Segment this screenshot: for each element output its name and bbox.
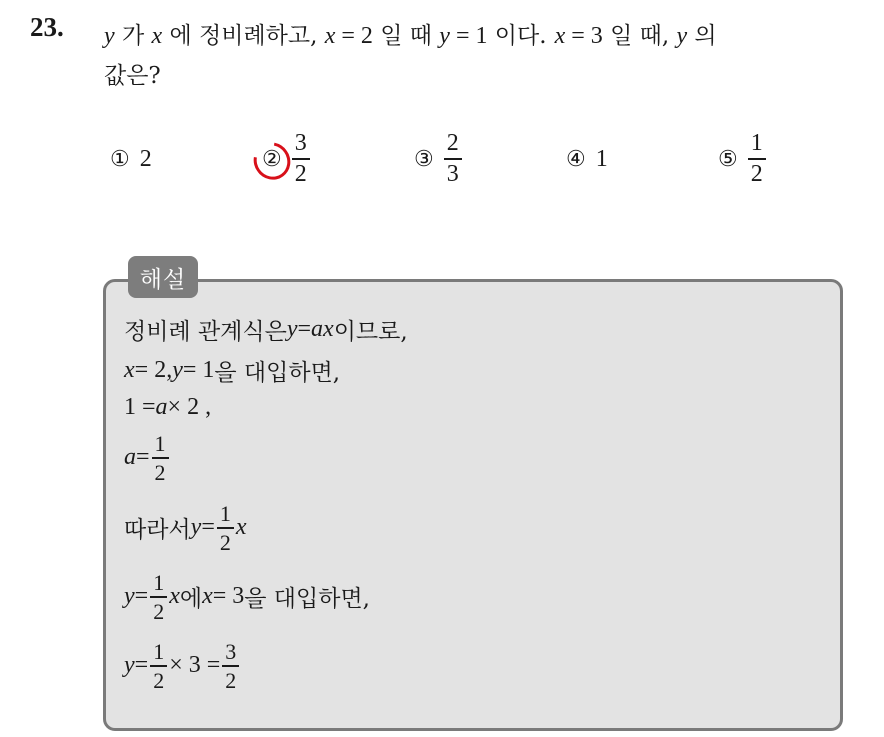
solution-line-3: 1 = a × 2 , bbox=[124, 394, 212, 420]
solution-line-5: 따라서 y = $\frac{1}{2}$ x bbox=[124, 501, 247, 555]
choice-fraction bbox=[292, 131, 310, 187]
fraction: $\frac{1}{2}$ bbox=[217, 502, 234, 554]
fraction: $\frac{3}{2}$ bbox=[222, 640, 239, 692]
fraction: $\frac{1}{2}$ bbox=[150, 640, 167, 692]
choice-1[interactable] bbox=[110, 128, 152, 190]
denominator: 3 bbox=[446, 160, 459, 187]
choice-5[interactable] bbox=[718, 128, 766, 190]
choice-2[interactable] bbox=[262, 128, 310, 190]
question-number: 23. bbox=[30, 12, 64, 42]
selected-answer-circle-mark bbox=[246, 135, 297, 187]
solution-line-2: x = 2, y = 1 을 대입하면, bbox=[124, 357, 341, 386]
fraction: $\frac{1}{2}$ bbox=[150, 571, 167, 623]
equation-seg: = 2 bbox=[335, 23, 373, 49]
choice-value: 2 bbox=[139, 145, 152, 172]
var-y: y bbox=[439, 23, 450, 49]
choice-number: ⑤ bbox=[718, 146, 738, 172]
denominator: 2 bbox=[294, 160, 307, 187]
var-x: x bbox=[324, 23, 336, 49]
text-seg: 이다. bbox=[487, 23, 547, 49]
var-x: x bbox=[151, 23, 163, 49]
choice-4[interactable] bbox=[566, 128, 608, 190]
solution-line-4: a = $\frac{1}{2}$ bbox=[124, 432, 171, 484]
solution-label: 해설 bbox=[128, 256, 198, 298]
equation-seg: = 3 bbox=[565, 23, 603, 49]
numerator: 3 bbox=[294, 130, 307, 157]
numerator: 2 bbox=[446, 130, 459, 157]
equation-seg: = 1 bbox=[449, 23, 488, 49]
text-seg: 일 때 bbox=[372, 23, 440, 49]
solution-line-6: y = $\frac{1}{2}$ x 에 x = 3 을 대입하면, bbox=[124, 570, 370, 624]
choice-number: ② bbox=[262, 147, 282, 172]
var-y: y bbox=[104, 23, 115, 49]
choice-fraction bbox=[444, 131, 462, 187]
fraction: $\frac{1}{2}$ bbox=[152, 432, 169, 484]
choice-value: 1 bbox=[595, 145, 608, 172]
solution-line-1: 정비례 관계식은 y = ax 이므로, bbox=[124, 316, 408, 345]
text-seg: 의 bbox=[687, 23, 717, 49]
question-text-line2: 값은? bbox=[104, 63, 161, 89]
choice-3[interactable] bbox=[414, 128, 462, 190]
choice-number: ① bbox=[110, 146, 130, 172]
choice-number: ③ bbox=[414, 146, 434, 172]
var-y: y bbox=[676, 23, 688, 49]
denominator: 2 bbox=[750, 160, 763, 187]
var-x: x bbox=[554, 23, 566, 49]
solution-line-7: y = $\frac{1}{2}$ × 3 = $\frac{3}{2}$ bbox=[124, 640, 241, 692]
text-seg: 일 때, bbox=[602, 23, 677, 49]
text-seg: 가 bbox=[114, 23, 152, 49]
text-seg: 에 정비례하고, bbox=[162, 23, 325, 49]
choice-number: ④ bbox=[566, 146, 586, 172]
question-text-line1 bbox=[104, 17, 717, 50]
choice-fraction bbox=[748, 131, 766, 187]
numerator: 1 bbox=[750, 130, 763, 157]
